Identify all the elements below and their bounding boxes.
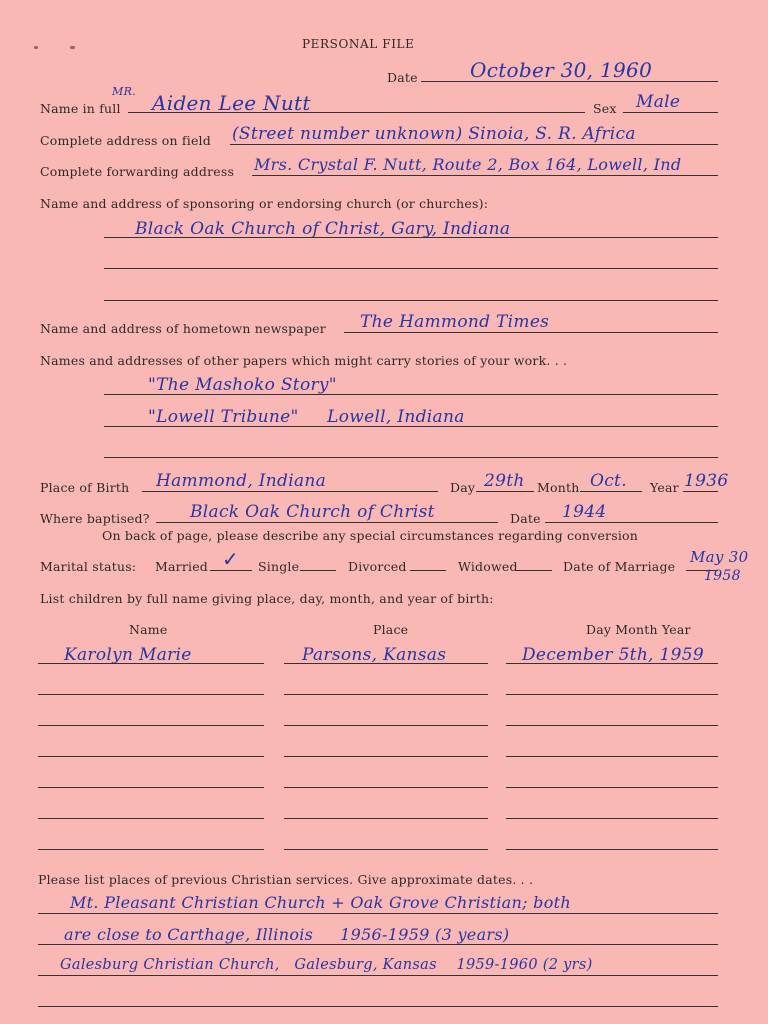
baptism-note: On back of page, please describe any special circumstances regarding conversion <box>102 528 639 543</box>
services-rule <box>38 913 718 914</box>
child-row-name-line <box>38 756 264 757</box>
children-label: List children by full name giving place, day, month, and year of birth: <box>40 591 494 606</box>
sponsoring-label: Name and address of sponsoring or endorsing church (or churches): <box>40 196 489 211</box>
child-row-date-line <box>506 663 718 664</box>
child-row-date-line <box>506 694 718 695</box>
other-papers-line-1[interactable]: "The Mashoko Story" <box>148 375 337 395</box>
birth-month-line <box>580 491 642 492</box>
widowed-label: Widowed <box>458 559 518 574</box>
divorced-line[interactable] <box>410 570 446 571</box>
child-1-date[interactable]: December 5th, 1959 <box>522 645 704 665</box>
newspaper-label: Name and address of hometown newspaper <box>40 321 326 336</box>
child-row-date-line <box>506 849 718 850</box>
child-row-date-line <box>506 756 718 757</box>
name-label: Name in full <box>40 101 121 116</box>
married-label: Married <box>155 559 208 574</box>
birth-day-value[interactable]: 29th <box>484 471 525 491</box>
services-line-2[interactable]: are close to Carthage, Illinois 1956-1959 (3 years) <box>64 925 510 944</box>
services-label: Please list places of previous Christian services. Give approximate dates. . . <box>38 872 534 887</box>
name-value[interactable]: Aiden Lee Nutt <box>152 91 311 115</box>
marriage-date-value-2[interactable]: 1958 <box>704 568 741 584</box>
baptism-date-line <box>545 522 718 523</box>
field-address-label: Complete address on field <box>40 133 211 148</box>
single-label: Single <box>258 559 300 574</box>
paper-speck <box>70 46 75 49</box>
baptism-place-value[interactable]: Black Oak Church of Christ <box>190 502 435 522</box>
birth-month-value[interactable]: Oct. <box>590 471 627 491</box>
newspaper-value[interactable]: The Hammond Times <box>360 312 550 332</box>
forwarding-label: Complete forwarding address <box>40 164 235 179</box>
birth-place-value[interactable]: Hammond, Indiana <box>156 471 327 491</box>
sponsoring-rule <box>104 268 718 269</box>
children-col-date: Day Month Year <box>586 622 691 637</box>
services-line-3[interactable]: Galesburg Christian Church, Galesburg, Kansas 1959-1960 (2 yrs) <box>60 957 593 973</box>
baptism-date-label: Date <box>510 511 541 526</box>
child-row-name-line <box>38 787 264 788</box>
marital-label: Marital status: <box>40 559 137 574</box>
marriage-date-value-1[interactable]: May 30 <box>690 548 749 566</box>
baptism-date-value[interactable]: 1944 <box>562 502 607 522</box>
other-papers-line-2[interactable]: "Lowell Tribune" Lowell, Indiana <box>148 407 465 427</box>
sponsoring-line-1[interactable]: Black Oak Church of Christ, Gary, Indiana <box>135 219 511 239</box>
child-row-place-line <box>284 756 488 757</box>
children-col-name: Name <box>129 622 168 637</box>
other-papers-rule <box>104 457 718 458</box>
child-1-name[interactable]: Karolyn Marie <box>64 645 192 665</box>
married-check-mark: ✓ <box>222 547 239 571</box>
other-papers-rule <box>104 426 718 427</box>
birth-year-line <box>683 491 718 492</box>
forwarding-line <box>252 175 718 176</box>
birth-year-value[interactable]: 1936 <box>684 471 729 491</box>
child-row-place-line <box>284 663 488 664</box>
single-line[interactable] <box>300 570 336 571</box>
divorced-label: Divorced <box>348 559 407 574</box>
date-label: Date <box>387 70 418 85</box>
sponsoring-rule <box>104 300 718 301</box>
name-prefix[interactable]: MR. <box>112 85 136 98</box>
child-row-name-line <box>38 818 264 819</box>
sponsoring-rule <box>104 237 718 238</box>
widowed-line[interactable] <box>516 570 552 571</box>
other-papers-rule <box>104 394 718 395</box>
child-row-name-line <box>38 849 264 850</box>
child-row-date-line <box>506 787 718 788</box>
child-row-place-line <box>284 818 488 819</box>
marriage-date-label: Date of Marriage <box>563 559 676 574</box>
other-papers-label: Names and addresses of other papers which might carry stories of your work. . . <box>40 353 568 368</box>
forwarding-value[interactable]: Mrs. Crystal F. Nutt, Route 2, Box 164, Lowell, Ind <box>254 155 682 174</box>
birth-place-label: Place of Birth <box>40 480 130 495</box>
field-address-value[interactable]: (Street number unknown) Sinoia, S. R. Africa <box>232 124 636 144</box>
services-rule <box>38 944 718 945</box>
sex-line <box>623 112 718 113</box>
baptism-label: Where baptised? <box>40 511 150 526</box>
birth-day-line <box>476 491 534 492</box>
child-row-name-line <box>38 725 264 726</box>
child-row-place-line <box>284 725 488 726</box>
date-value[interactable]: October 30, 1960 <box>470 58 653 82</box>
child-row-name-line <box>38 663 264 664</box>
child-row-date-line <box>506 818 718 819</box>
children-col-place: Place <box>373 622 409 637</box>
child-row-place-line <box>284 849 488 850</box>
child-row-place-line <box>284 694 488 695</box>
birth-day-label: Day <box>450 480 476 495</box>
child-row-place-line <box>284 787 488 788</box>
child-1-place[interactable]: Parsons, Kansas <box>302 645 447 665</box>
services-rule <box>38 975 718 976</box>
birth-month-label: Month <box>537 480 580 495</box>
services-line-1[interactable]: Mt. Pleasant Christian Church + Oak Grove Christian; both <box>70 893 571 912</box>
sex-value[interactable]: Male <box>636 92 681 112</box>
child-row-name-line <box>38 694 264 695</box>
paper-speck <box>34 46 38 49</box>
baptism-place-line <box>156 522 498 523</box>
form-title: PERSONAL FILE <box>302 37 415 51</box>
sex-label: Sex <box>593 101 617 116</box>
field-address-line <box>230 144 718 145</box>
birth-place-line <box>142 491 438 492</box>
birth-year-label: Year <box>650 480 679 495</box>
services-rule <box>38 1006 718 1007</box>
newspaper-line <box>344 332 718 333</box>
child-row-date-line <box>506 725 718 726</box>
